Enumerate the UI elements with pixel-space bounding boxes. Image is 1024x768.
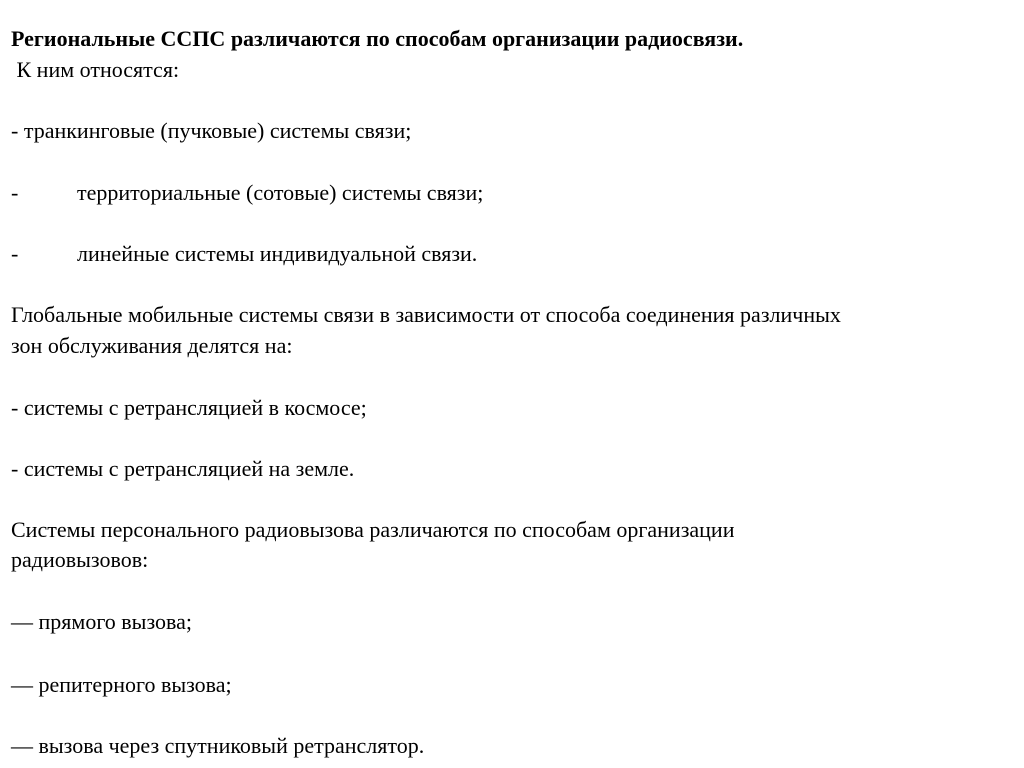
- paragraph-global-line2: зон обслуживания делятся на:: [11, 333, 293, 358]
- list-item-space-relay: - системы с ретрансляцией в космосе;: [11, 395, 367, 420]
- list-item-satellite-call: — вызова через спутниковый ретранслятор.: [11, 733, 425, 758]
- list-dash: -: [11, 180, 19, 205]
- list-dash: -: [11, 241, 19, 266]
- paragraph-paging-line2: радиовызовов:: [11, 547, 149, 572]
- paragraph-global-line1: Глобальные мобильные системы связи в зависимости от способа соединения различных: [11, 302, 841, 327]
- list-item-ground-relay: - системы с ретрансляцией на земле.: [11, 456, 355, 481]
- list-item-text: территориальные (сотовые) системы связи;: [77, 180, 484, 205]
- list-item-text: линейные системы индивидуальной связи.: [77, 241, 478, 266]
- list-item-trunking: - транкинговые (пучковые) системы связи;: [11, 118, 412, 143]
- intro-text: К ним относятся:: [11, 57, 180, 82]
- paragraph-paging-line1: Системы персонального радиовызова различаются по способам организации: [11, 517, 735, 542]
- list-item-repeater-call: — репитерного вызова;: [11, 672, 232, 697]
- list-item-cellular: [11, 178, 483, 208]
- list-item-direct-call: — прямого вызова;: [11, 609, 192, 634]
- section-heading: Региональные ССПС различаются по способам организации радиосвязи.: [11, 26, 744, 51]
- list-item-linear: [11, 239, 477, 269]
